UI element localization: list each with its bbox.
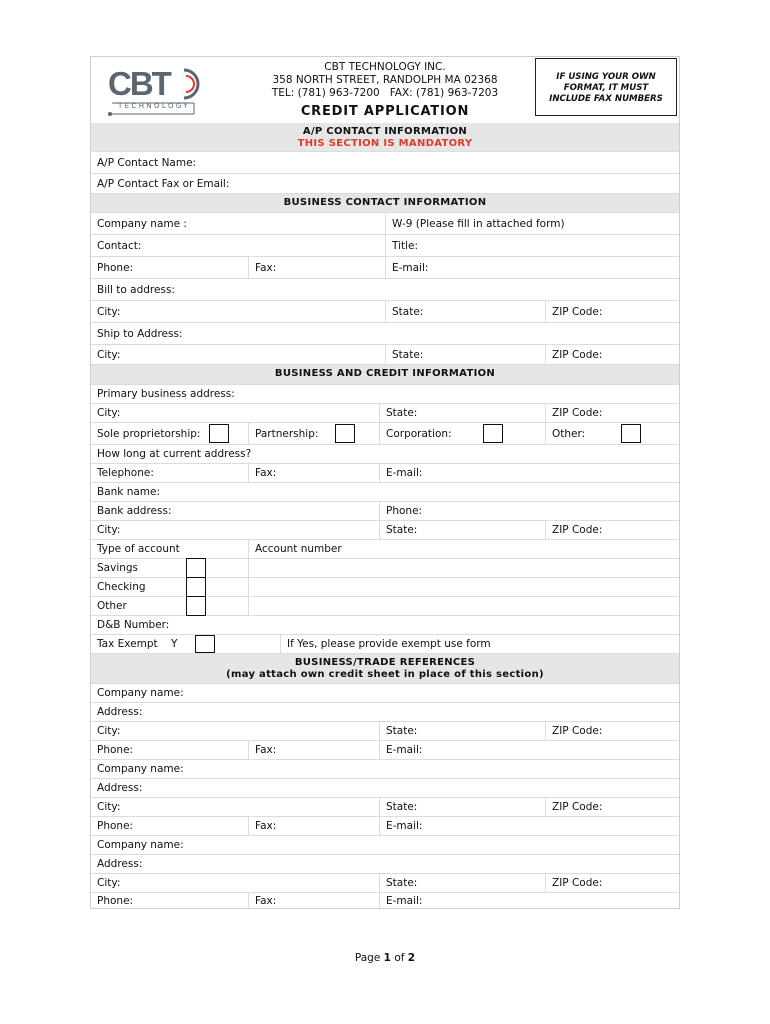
field-label: City: <box>97 348 121 361</box>
other-entity-checkbox[interactable] <box>621 424 641 443</box>
field-label: Savings <box>97 562 139 574</box>
ref2-address-row[interactable] <box>91 779 679 798</box>
ship-to-row[interactable] <box>91 323 679 345</box>
field-label: Address: <box>97 706 143 718</box>
account-number-cell[interactable] <box>248 578 679 596</box>
svg-text:CBT: CBT <box>108 65 170 102</box>
checking-row[interactable] <box>91 578 679 597</box>
ref1-city-row[interactable] <box>91 722 679 741</box>
field-label: Tax Exempt Y <box>97 638 178 650</box>
company-phones: TEL: (781) 963-7200 FAX: (781) 963-7203 <box>271 87 499 99</box>
account-type-row[interactable] <box>91 540 679 559</box>
page-footer <box>0 952 770 964</box>
bill-city-row[interactable] <box>91 301 679 323</box>
field-label: How long at current address? <box>97 448 252 460</box>
field-label: Company name: <box>97 839 184 851</box>
page-of-word: of <box>394 952 405 964</box>
field-label: Phone: <box>97 820 134 832</box>
field-label: A/P Contact Name: <box>97 156 197 169</box>
entity-type-row[interactable] <box>91 423 679 445</box>
field-label: Fax: <box>248 464 276 482</box>
field-label: Bank name: <box>97 486 161 498</box>
field-label: Bill to address: <box>97 283 175 296</box>
how-long-row[interactable] <box>91 445 679 464</box>
section-title: BUSINESS/TRADE REFERENCES <box>294 657 476 668</box>
ref2-phone-row[interactable] <box>91 817 679 836</box>
notice-line: INCLUDE FAX NUMBERS <box>549 94 663 104</box>
savings-row[interactable] <box>91 559 679 578</box>
field-label: Title: <box>385 235 418 256</box>
field-label: Address: <box>97 858 143 870</box>
field-label: Company name: <box>97 763 184 775</box>
telephone-row[interactable] <box>91 464 679 483</box>
ship-city-row[interactable] <box>91 345 679 365</box>
primary-address-row[interactable] <box>91 385 679 404</box>
field-label: City: <box>97 725 121 737</box>
ref3-address-row[interactable] <box>91 855 679 874</box>
field-label: ZIP Code: <box>545 345 602 364</box>
field-label: State: <box>379 722 417 740</box>
page-total: 2 <box>407 952 416 964</box>
company-name: CBT TECHNOLOGY INC. <box>324 61 446 73</box>
contact-row[interactable] <box>91 235 679 257</box>
field-label: Sole proprietorship: <box>97 427 201 440</box>
section-title: BUSINESS CONTACT INFORMATION <box>283 197 487 208</box>
field-label: E-mail: <box>379 464 422 482</box>
field-label: State: <box>385 345 423 364</box>
account-number-cell[interactable] <box>248 597 679 615</box>
field-label: City: <box>97 407 121 419</box>
field-label: Other: <box>545 423 585 444</box>
field-label: ZIP Code: <box>545 404 602 422</box>
field-label: E-mail: <box>385 257 428 278</box>
field-label: State: <box>379 521 417 539</box>
section-title: BUSINESS AND CREDIT INFORMATION <box>274 368 496 379</box>
ref1-company-row[interactable] <box>91 684 679 703</box>
field-label: Company name : <box>97 217 187 230</box>
ref3-phone-row[interactable] <box>91 893 679 909</box>
field-label: Phone: <box>379 502 422 520</box>
ref3-company-row[interactable] <box>91 836 679 855</box>
field-label: Type of account <box>97 543 180 555</box>
field-label: Other <box>97 600 127 612</box>
field-label: State: <box>379 874 417 892</box>
field-label: Contact: <box>97 239 142 252</box>
ref2-company-row[interactable] <box>91 760 679 779</box>
primary-city-row[interactable] <box>91 404 679 423</box>
ref1-phone-row[interactable] <box>91 741 679 760</box>
tax-exempt-checkbox[interactable] <box>195 635 215 653</box>
field-label: Fax: <box>248 741 276 759</box>
ref2-city-row[interactable] <box>91 798 679 817</box>
tax-exempt-row[interactable] <box>91 635 679 654</box>
field-label: Corporation: <box>379 423 452 444</box>
field-label: ZIP Code: <box>545 874 602 892</box>
field-label: Primary business address: <box>97 388 235 400</box>
logo-subtext: TECHNOLOGY <box>117 102 191 110</box>
company-address: 358 NORTH STREET, RANDOLPH MA 02368 <box>272 74 498 86</box>
ap-contact-fax-row[interactable] <box>91 174 679 194</box>
account-number-cell[interactable] <box>248 559 679 577</box>
field-label: E-mail: <box>379 741 422 759</box>
bank-city-row[interactable] <box>91 521 679 540</box>
bank-name-row[interactable] <box>91 483 679 502</box>
mandatory-note: THIS SECTION IS MANDATORY <box>297 138 473 149</box>
dnb-row[interactable] <box>91 616 679 635</box>
partnership-checkbox[interactable] <box>335 424 355 443</box>
field-label: City: <box>97 877 121 889</box>
field-label: A/P Contact Fax or Email: <box>97 177 230 190</box>
bank-address-row[interactable] <box>91 502 679 521</box>
field-label: D&B Number: <box>97 619 170 631</box>
field-label: Phone: <box>97 895 134 907</box>
field-label: Account number <box>248 540 342 558</box>
page-word: Page <box>354 952 381 964</box>
field-label: State: <box>379 798 417 816</box>
page-title: CREDIT APPLICATION <box>300 104 470 119</box>
bill-to-row[interactable] <box>91 279 679 301</box>
field-label: City: <box>97 524 121 536</box>
field-label: ZIP Code: <box>545 722 602 740</box>
notice-line: FORMAT, IT MUST <box>563 83 649 93</box>
field-label: Ship to Address: <box>97 327 183 340</box>
field-label: Fax: <box>248 893 276 909</box>
field-label: Telephone: <box>97 467 154 479</box>
ref1-address-row[interactable] <box>91 703 679 722</box>
field-label: Address: <box>97 782 143 794</box>
field-label: ZIP Code: <box>545 521 602 539</box>
field-label: City: <box>97 305 121 318</box>
field-label: ZIP Code: <box>545 798 602 816</box>
section-title: A/P CONTACT INFORMATION <box>302 126 468 137</box>
field-label: Phone: <box>97 261 134 274</box>
field-label: E-mail: <box>379 893 422 909</box>
field-label: City: <box>97 801 121 813</box>
ap-contact-name-row[interactable] <box>91 152 679 174</box>
w9-label: W-9 (Please fill in attached form) <box>385 213 565 234</box>
corporation-checkbox[interactable] <box>483 424 503 443</box>
savings-checkbox[interactable] <box>186 558 206 578</box>
section-subtitle: (may attach own credit sheet in place of this section) <box>226 669 544 680</box>
business-credit-header <box>91 365 679 385</box>
credit-form <box>90 56 680 909</box>
ref3-city-row[interactable] <box>91 874 679 893</box>
ap-section-header <box>91 123 679 152</box>
field-label: Bank address: <box>97 505 172 517</box>
business-contact-header <box>91 194 679 213</box>
notice-line: IF USING YOUR OWN <box>556 72 656 82</box>
page-current: 1 <box>383 952 391 964</box>
field-label: Fax: <box>248 257 276 278</box>
field-label: Company name: <box>97 687 184 699</box>
field-label: If Yes, please provide exempt use form <box>280 635 491 653</box>
field-label: ZIP Code: <box>545 301 602 322</box>
sole-proprietorship-checkbox[interactable] <box>209 424 229 443</box>
field-label: Checking <box>97 581 146 593</box>
checking-checkbox[interactable] <box>186 577 206 597</box>
phone-row[interactable] <box>91 257 679 279</box>
field-label: State: <box>379 404 417 422</box>
other-account-row[interactable] <box>91 597 679 616</box>
field-label: Fax: <box>248 817 276 835</box>
company-name-row[interactable] <box>91 213 679 235</box>
references-header <box>91 654 679 684</box>
field-label: Partnership: <box>248 423 318 444</box>
field-label: Phone: <box>97 744 134 756</box>
field-label: State: <box>385 301 423 322</box>
other-account-checkbox[interactable] <box>186 596 206 616</box>
field-label: E-mail: <box>379 817 422 835</box>
